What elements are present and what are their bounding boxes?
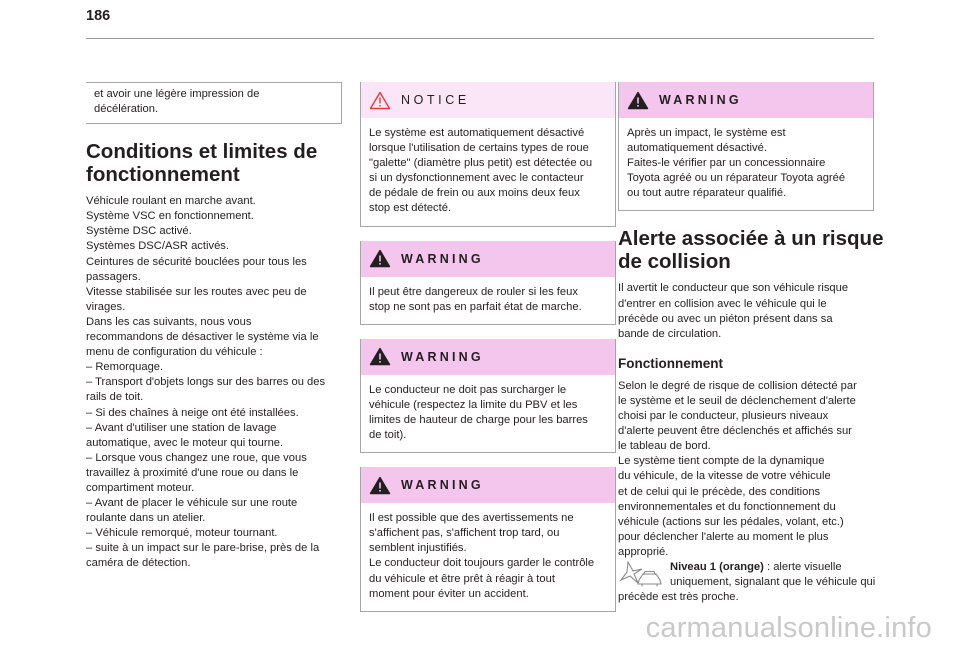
conditions-body: Véhicule roulant en marche avant. Système VSC en fonctionnement. Système DSC activé. Systèmes DSC/ASR activés. Ceintures de sécurité bouclées pour tous les passagers. Vitesse stabilisée sur les routes avec peu de virages. Dans les cas suivants, nous vous recommandons de désactiver le système via le menu de configuration du véhicule : – Remorquage. – Transport d'objets longs sur des barres ou des rails de toit. – Si des chaînes à neige ont été installées. – Avant d'utiliser une station de lavage automatique, avec le moteur qui tourne. – Lorsque vous changez une roue, que vous travaillez à proximité d'une roue ou dans le compartiment moteur. – Avant de placer le véhicule sur une route roulante dans un atelier. – Véhicule remorqué, moteur tournant. – suite à un impact sur le pare-brise, près de la caméra de détection. <box>86 195 326 570</box>
collision-intro: Il avertit le conducteur que son véhicule risque d'entrer en collision avec le véhicule qui le précède ou avec un piéton présent dans sa bande de circulation. <box>618 282 849 340</box>
warning-title: WARNING <box>401 349 484 364</box>
column-1 <box>86 82 342 572</box>
page-number: 186 <box>86 8 111 24</box>
column-3 <box>618 82 884 605</box>
warning-box <box>360 241 616 325</box>
level-1-text: : alerte visuelle <box>763 560 842 573</box>
text-line: et avoir une légère impression de <box>94 88 260 100</box>
warning-text: Après un impact, le système est automatiquement désactivé. Faites-le vérifier par un concessionnaire Toyota agréé ou un réparateur Toyota agréé ou tout autre réparateur qualifié. <box>627 127 846 200</box>
section-title: Alerte associée à un risque de collision <box>618 227 884 274</box>
warning-box <box>360 339 616 453</box>
warning-triangle-icon <box>369 249 391 268</box>
warning-header <box>361 241 615 277</box>
warning-text: Il peut être dangereux de rouler si les feux stop ne sont pas en parfait état de marche. <box>369 285 582 313</box>
warning-triangle-icon <box>369 347 391 366</box>
warning-title: WARNING <box>401 251 484 266</box>
warning-header <box>361 467 615 503</box>
warning-triangle-icon <box>369 476 391 495</box>
text-line: décélération. <box>94 103 159 116</box>
warning-triangle-outline-icon <box>369 91 391 110</box>
collision-alert-car-icon <box>618 560 664 593</box>
subheading: Fonctionnement <box>618 355 723 371</box>
warning-box <box>360 467 616 612</box>
notice-text: Le système est automatiquement désactivé lorsque l'utilisation de certains types de roue "galette" (diamètre plus petit) est détectée ou si un dysfonctionnement avec le contacteur de pédale de frein ou aux moins deux feux stop est détecté. <box>369 127 593 215</box>
warning-header <box>361 339 615 375</box>
notice-header <box>361 82 615 118</box>
watermark-text: carmanualsonline.info <box>645 612 932 644</box>
column-2 <box>360 82 616 612</box>
notice-title: NOTICE <box>401 93 470 107</box>
warning-title: WARNING <box>401 478 484 493</box>
notice-box <box>360 82 616 227</box>
text-line: uniquement, signalant que le véhicule qui <box>670 576 876 589</box>
operation-body: Selon le degré de risque de collision détecté par le système et le seuil de déclenchement d'alerte choisi par le conducteur, plusieurs niveaux d'alerte peuvent être déclenchés et affichés sur le tableau de bord. Le système tient compte de la dynamique du véhicule, de la vitesse de votre véhicule et de celui qui le précède, des conditions environnementales et du fonctionnement du véhicule (actions sur les pédales, volant, etc.) pour déclencher l'alerte au moment le plus approprié. <box>618 379 857 558</box>
level-1-continuation: précède est très proche. <box>618 591 739 604</box>
warning-box <box>618 82 874 211</box>
warning-text: Il est possible que des avertissements ne s'affichent pas, s'affichent trop tard, ou semblent injustifiés. Le conducteur doit toujours garder le contrôle du véhicule et être prêt à réagir à tout moment pour éviter un accident. <box>369 512 595 600</box>
level-1-label: Niveau 1 (orange) <box>670 560 764 573</box>
header-rule <box>86 38 874 39</box>
warning-title: WARNING <box>659 93 742 107</box>
level-1-item <box>618 560 874 590</box>
section-title: Conditions et limites de fonctionnement <box>86 140 318 187</box>
warning-text: Le conducteur ne doit pas surcharger le véhicule (respectez la limite du PBV et les limites de hauteur de charge pour les barres de toit). <box>369 383 588 442</box>
warning-header <box>619 82 873 118</box>
continued-text-box <box>86 82 342 124</box>
warning-triangle-icon <box>627 91 649 110</box>
